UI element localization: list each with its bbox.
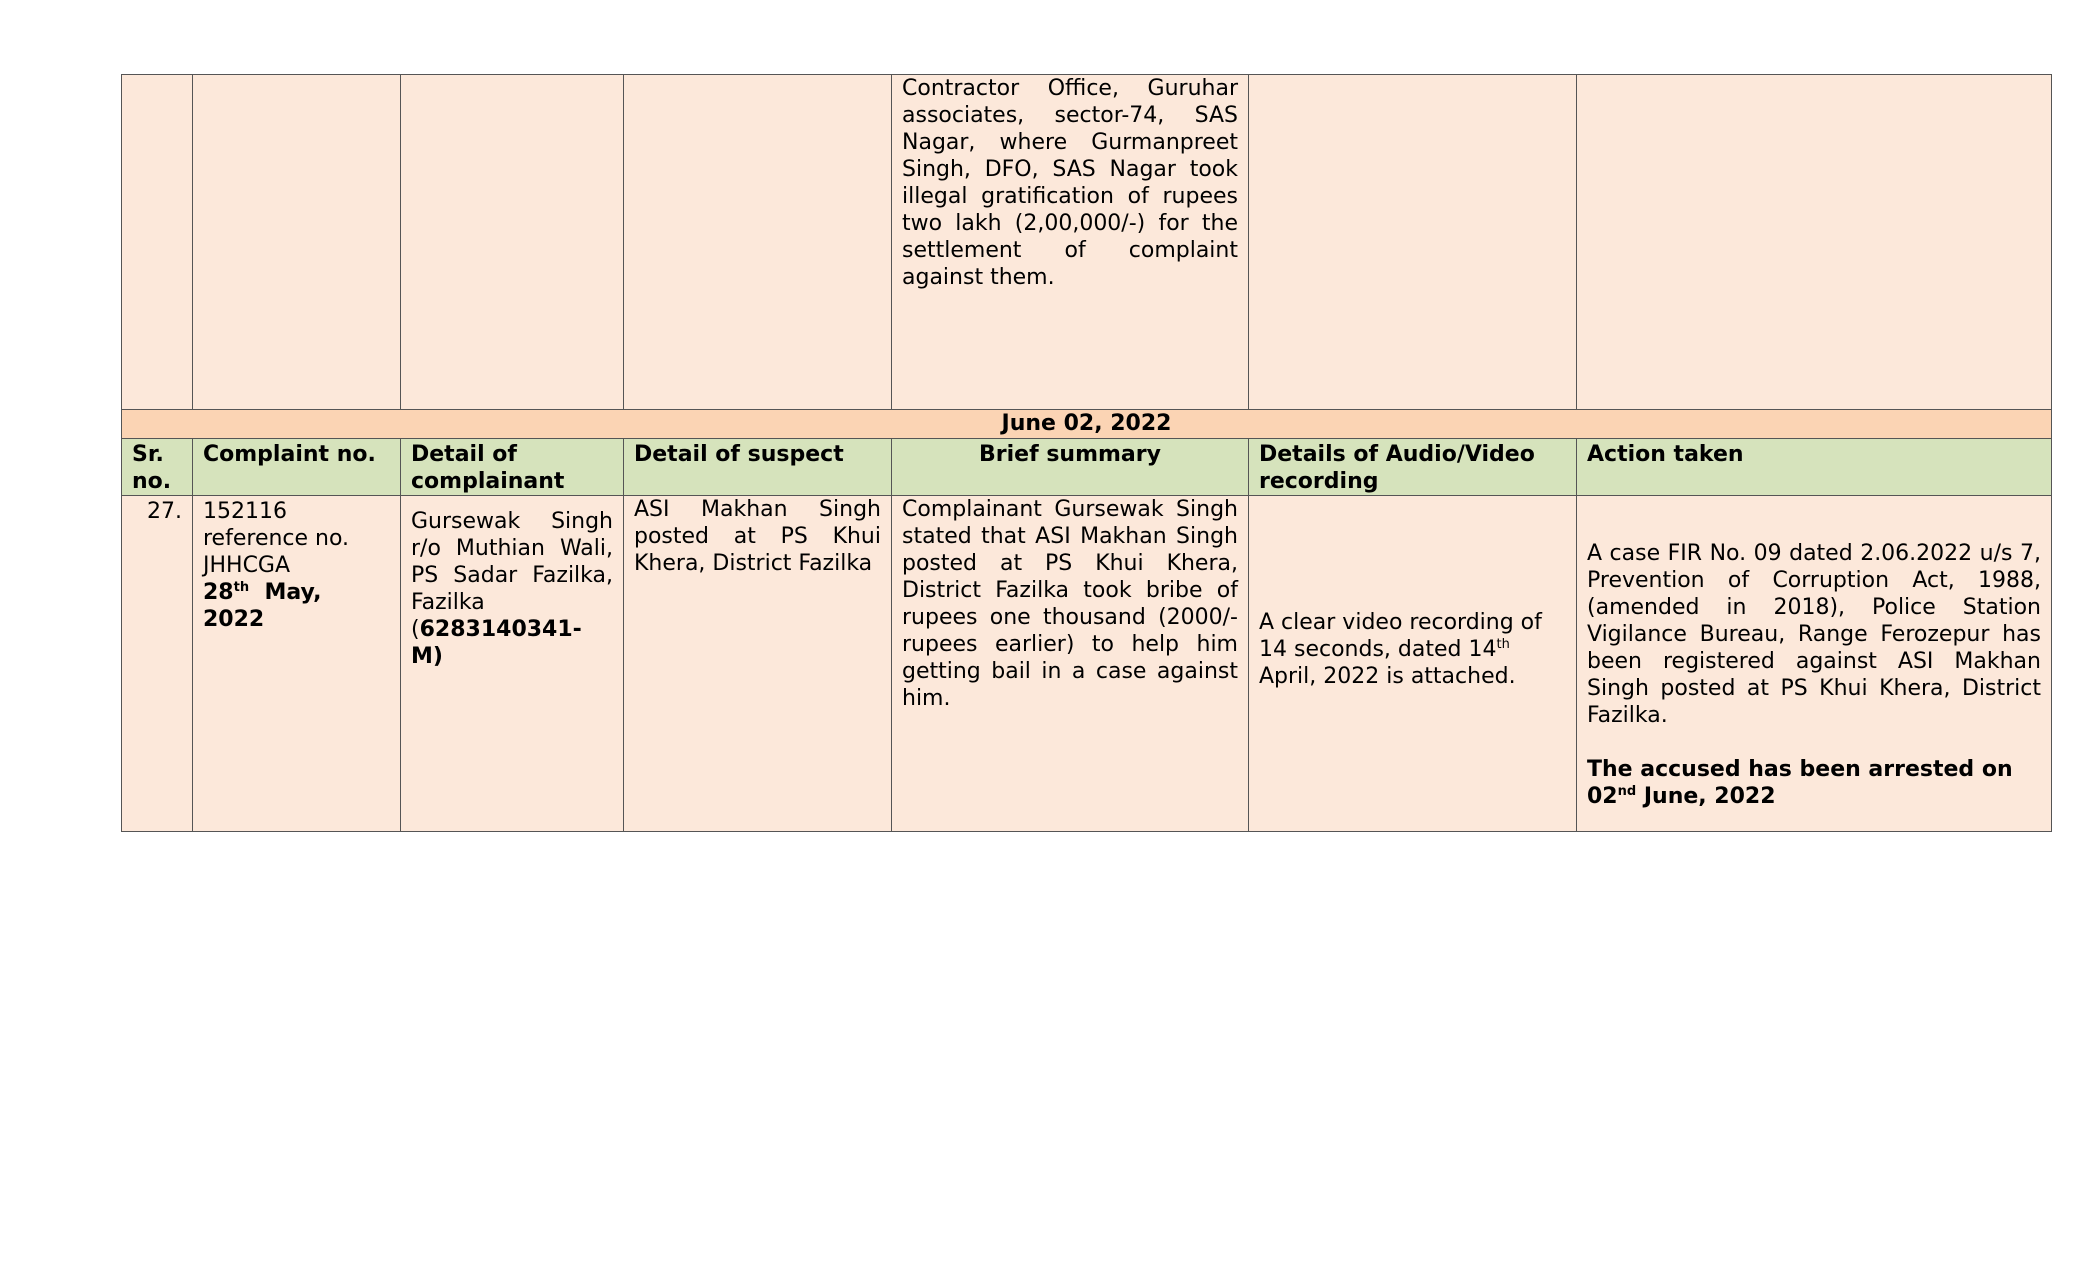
complaint-reference-label: reference no. xyxy=(203,526,350,551)
complaint-date: 28th May, 2022 xyxy=(203,580,322,632)
continued-complainant-cell xyxy=(401,75,624,410)
table-row xyxy=(122,496,2052,832)
header-recording: Details of Audio/Video recording xyxy=(1249,439,1577,496)
complaint-reference-code: JHHCGA xyxy=(203,553,291,578)
header-action: Action taken xyxy=(1577,439,2052,496)
table-header-row xyxy=(122,439,2052,496)
complainant-cell xyxy=(401,496,624,832)
continued-summary-text: Contractor Office, Guruhar associates, sector-74, SAS Nagar, where Gurmanpreet Singh, DFO, SAS Nagar took illegal gratification of rupees two lakh (2,00,000/-) for the settlement of complaint against them. xyxy=(902,76,1238,290)
arrest-note: The accused has been arrested on 02nd June, 2022 xyxy=(1587,757,2013,809)
header-summary: Brief summary xyxy=(892,439,1249,496)
complainant-text: Gursewak Singh r/o Muthian Wali, PS Sadar Fazilka, Fazilka xyxy=(411,509,613,615)
continued-summary-cell xyxy=(892,75,1249,410)
complaint-number: 152116 xyxy=(203,499,287,524)
header-sr-no: Sr. no. xyxy=(122,439,193,496)
continued-action-cell xyxy=(1577,75,2052,410)
sr-no-cell: 27. xyxy=(122,496,193,832)
suspect-cell: ASI Makhan Singh posted at PS Khui Khera, District Fazilka xyxy=(624,496,892,832)
action-cell xyxy=(1577,496,2052,832)
continued-complaint-cell xyxy=(193,75,401,410)
header-suspect: Detail of suspect xyxy=(624,439,892,496)
summary-cell: Complainant Gursewak Singh stated that ASI Makhan Singh posted at PS Khui Khera, District Fazilka took bribe of rupees one thousand (2000/- rupees earlier) to help him getting bail in a case against him. xyxy=(892,496,1249,832)
header-complainant: Detail of complainant xyxy=(401,439,624,496)
complaints-table xyxy=(121,74,2052,832)
date-heading: June 02, 2022 xyxy=(122,410,2052,439)
action-text: A case FIR No. 09 dated 2.06.2022 u/s 7, Prevention of Corruption Act, 1988, (amended in 2018), Police Station Vigilance Bureau, Range Ferozepur has been registered against ASI Makhan Singh posted at PS Khui Khera, District Fazilka. xyxy=(1587,541,2041,728)
continued-suspect-cell xyxy=(624,75,892,410)
continued-sr-cell xyxy=(122,75,193,410)
recording-text: A clear video recording of 14 seconds, dated 14th April, 2022 is attached. xyxy=(1259,610,1542,689)
header-complaint-no: Complaint no. xyxy=(193,439,401,496)
date-heading-row xyxy=(122,410,2052,439)
continued-table-row xyxy=(122,75,2052,410)
recording-cell xyxy=(1249,496,1577,832)
complainant-phone: (6283140341-M) xyxy=(411,617,582,669)
complaint-no-cell xyxy=(193,496,401,832)
continued-recording-cell xyxy=(1249,75,1577,410)
